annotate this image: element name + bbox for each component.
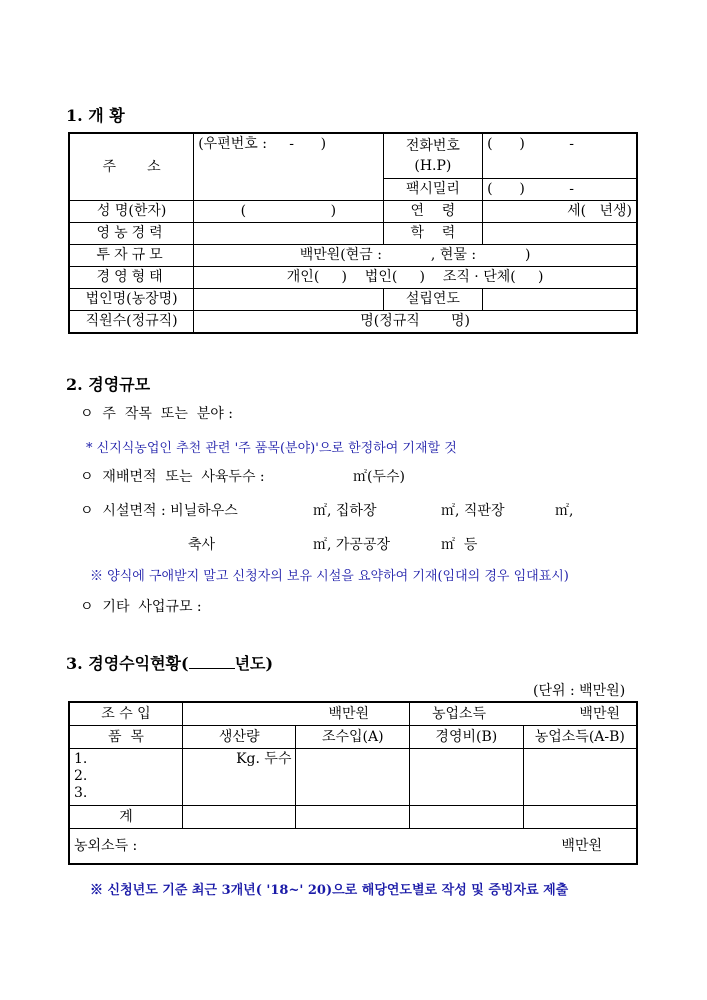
education-field[interactable]	[483, 223, 637, 245]
header-cost: 경영비(B)	[410, 726, 524, 749]
section3-heading	[66, 651, 273, 674]
facility-note: ※ 양식에 구애받지 말고 신청자의 보유 시설을 요약하여 기재(임대의 경우 임대표시)	[90, 569, 569, 584]
income-note: ※ 신청년도 기준 최근 3개년( '18~' 20)으로 해당연도별로 작성 및 증빙자료 제출	[90, 883, 569, 898]
founded-label: 설립연도	[383, 289, 483, 311]
income-table	[68, 701, 638, 865]
year-blank[interactable]	[189, 654, 235, 669]
staff-label: 직원수(정규직)	[69, 311, 194, 334]
farm-income-label: 농업소득	[431, 706, 487, 722]
founded-field[interactable]	[483, 289, 637, 311]
offfarm-income-cell[interactable]	[69, 829, 637, 865]
address-label: 주 소	[69, 133, 194, 201]
corp-name-label: 법인명(농장명)	[69, 289, 194, 311]
fax-label: 팩시밀리	[383, 179, 483, 201]
corp-name-field[interactable]	[194, 289, 383, 311]
cost-cell[interactable]	[410, 749, 524, 806]
phone-field[interactable]: ( ) -	[483, 133, 637, 179]
overview-table	[68, 132, 638, 334]
main-crop-note: * 신지식농업인 추천 관련 '주 품목(분야)'으로 한정하여 기재할 것	[86, 441, 457, 456]
other-business-item: ㅇ 기타 사업규모 :	[80, 599, 202, 615]
fax-field[interactable]: ( ) -	[483, 179, 637, 201]
staff-field[interactable]: 명(정규직 명)	[194, 311, 637, 334]
header-quantity: 생산량	[182, 726, 296, 749]
section2-heading: 2. 경영규모	[66, 375, 151, 394]
offfarm-income-unit: 백만원	[561, 838, 602, 854]
investment-label: 투자규모	[69, 245, 194, 267]
farm-income-cell[interactable]	[410, 702, 637, 726]
career-label: 영농경력	[69, 223, 194, 245]
section1-heading: 1. 개 황	[66, 106, 125, 125]
total-quantity[interactable]	[182, 806, 296, 829]
name-field[interactable]: ( )	[194, 201, 383, 223]
unit-note: (단위 : 백만원)	[533, 683, 626, 699]
collection-unit: ㎡, 직판장	[441, 503, 505, 519]
offfarm-income-label: 농외소득 :	[74, 838, 138, 854]
livestock-label: 축사	[188, 537, 216, 553]
item-row-3: 3.	[74, 785, 88, 801]
farm-income-unit: 백만원	[579, 706, 620, 722]
header-net: 농업소득(A-B)	[523, 726, 637, 749]
item-list-cell[interactable]	[69, 749, 182, 806]
gross-cell[interactable]	[296, 749, 410, 806]
total-net[interactable]	[523, 806, 637, 829]
cultivation-area-unit: ㎡(두수)	[353, 469, 405, 485]
processing-unit: ㎡ 등	[441, 537, 478, 553]
phone-label-cell	[383, 133, 483, 179]
quantity-cell[interactable]: Kg. 두수	[182, 749, 296, 806]
phone-hp-label: (H.P)	[414, 158, 452, 174]
total-gross[interactable]	[296, 806, 410, 829]
education-label: 학 력	[383, 223, 483, 245]
facility-area-item: ㅇ 시설면적 : 비닐하우스	[80, 503, 238, 519]
career-field[interactable]	[194, 223, 383, 245]
total-cost[interactable]	[410, 806, 524, 829]
name-label: 성 명(한자)	[69, 201, 194, 223]
livestock-unit: ㎡, 가공공장	[313, 537, 390, 553]
investment-field[interactable]: 백만원(현금 : , 현물 : )	[194, 245, 637, 267]
net-cell[interactable]	[523, 749, 637, 806]
management-type-label: 경영형태	[69, 267, 194, 289]
management-type-field[interactable]: 개인( ) 법인( ) 조직 · 단체( )	[194, 267, 637, 289]
section3-heading-prefix: 3. 경영수익현황(	[66, 654, 189, 673]
header-gross: 조수입(A)	[296, 726, 410, 749]
age-field[interactable]: 세( 년생)	[483, 201, 637, 223]
item-row-2: 2.	[74, 768, 88, 784]
phone-label: 전화번호	[405, 138, 460, 154]
direct-sale-unit: ㎡,	[555, 503, 574, 519]
gross-income-field[interactable]: 백만원	[182, 702, 409, 726]
total-label: 계	[69, 806, 182, 829]
greenhouse-unit: ㎡, 집하장	[313, 503, 377, 519]
header-item: 품 목	[69, 726, 182, 749]
cultivation-area-item: ㅇ 재배면적 또는 사육두수 :	[80, 469, 265, 485]
gross-income-label: 조 수 입	[69, 702, 182, 726]
item-row-1: 1.	[74, 751, 88, 767]
address-field[interactable]: (우편번호 : - )	[194, 133, 383, 201]
section3-heading-suffix: 년도)	[234, 654, 274, 673]
main-crop-item: ㅇ 주 작목 또는 분야 :	[80, 406, 233, 422]
age-label: 연 령	[383, 201, 483, 223]
